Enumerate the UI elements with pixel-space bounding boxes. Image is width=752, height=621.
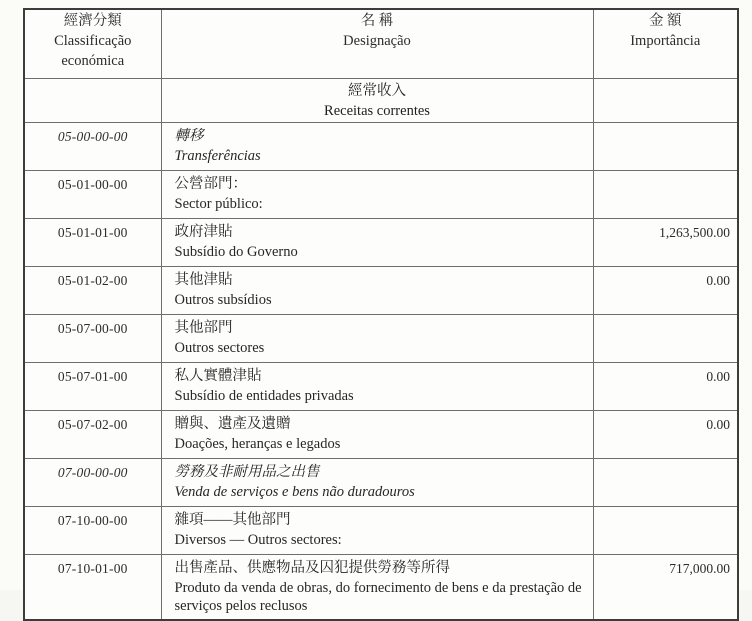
designation-pt: Subsídio de entidades privadas	[174, 387, 354, 404]
amount-cell: 1,263,500.00	[593, 219, 738, 267]
classification-code: 05-00-00-00	[24, 123, 161, 171]
designation-cell	[161, 267, 593, 315]
designation-zh: 勞務及非耐用品之出售	[174, 464, 320, 480]
table-row	[24, 267, 738, 315]
header-amount	[593, 9, 738, 79]
header-designation-pt: Designação	[343, 33, 411, 49]
designation-zh: 其他津貼	[174, 272, 233, 288]
section-empty-right	[593, 79, 738, 123]
designation-cell	[161, 171, 593, 219]
amount-cell	[593, 171, 738, 219]
classification-code: 05-07-00-00	[24, 315, 161, 363]
amount-cell	[593, 459, 738, 507]
table-row	[24, 411, 738, 459]
header-designation-zh: 名 稱	[360, 13, 394, 29]
designation-pt: Doações, heranças e legados	[174, 435, 341, 452]
header-amount-pt: Importância	[630, 33, 701, 49]
designation-cell	[161, 315, 593, 363]
header-classification	[24, 9, 161, 79]
section-empty-left	[24, 79, 161, 123]
designation-zh: 公營部門：	[174, 176, 247, 192]
classification-code: 07-10-01-00	[24, 555, 161, 620]
amount-cell: 717,000.00	[593, 555, 738, 620]
designation-cell	[161, 459, 593, 507]
designation-zh: 其他部門	[174, 320, 233, 336]
budget-table	[23, 8, 739, 621]
designation-pt: Diversos — Outros sectores:	[174, 531, 342, 548]
table-row	[24, 171, 738, 219]
section-row	[24, 79, 738, 123]
classification-code: 07-00-00-00	[24, 459, 161, 507]
designation-zh: 轉移	[174, 128, 204, 144]
classification-code: 05-07-02-00	[24, 411, 161, 459]
section-title-zh: 經常收入	[348, 83, 406, 99]
designation-pt: Produto da venda de obras, do fornecimento de bens e da prestação de serviços pelos reclusos	[174, 579, 582, 614]
amount-cell	[593, 315, 738, 363]
classification-code: 07-10-00-00	[24, 507, 161, 555]
designation-cell	[161, 219, 593, 267]
designation-pt: Sector público:	[174, 195, 263, 212]
header-designation	[161, 9, 593, 79]
designation-zh: 政府津貼	[174, 224, 233, 240]
designation-zh: 雜項——其他部門	[174, 512, 291, 528]
designation-cell	[161, 123, 593, 171]
header-classification-pt-line1: Classificação	[54, 33, 132, 49]
designation-zh: 贈與、遺產及遺贈	[174, 416, 291, 432]
amount-cell: 0.00	[593, 267, 738, 315]
designation-zh: 出售產品、供應物品及囚犯提供勞務等所得	[174, 560, 450, 576]
table-row	[24, 123, 738, 171]
classification-code: 05-01-02-00	[24, 267, 161, 315]
table-row	[24, 555, 738, 620]
header-classification-zh: 經濟分類	[63, 13, 122, 29]
designation-pt: Venda de serviços e bens não duradouros	[174, 483, 415, 500]
amount-cell	[593, 123, 738, 171]
designation-pt: Outros subsídios	[174, 291, 272, 308]
table-header-row	[24, 9, 738, 79]
table-row	[24, 315, 738, 363]
designation-cell	[161, 507, 593, 555]
designation-cell	[161, 555, 593, 620]
designation-pt: Subsídio do Governo	[174, 243, 298, 260]
table-row	[24, 507, 738, 555]
section-title-pt: Receitas correntes	[324, 103, 430, 119]
designation-pt: Transferências	[174, 147, 261, 164]
classification-code: 05-07-01-00	[24, 363, 161, 411]
designation-pt: Outros sectores	[174, 339, 265, 356]
amount-cell	[593, 507, 738, 555]
table-row	[24, 219, 738, 267]
table-row	[24, 459, 738, 507]
header-amount-zh: 金 額	[648, 13, 682, 29]
section-title	[161, 79, 593, 123]
classification-code: 05-01-00-00	[24, 171, 161, 219]
header-classification-pt-line2: económica	[61, 53, 125, 69]
designation-cell	[161, 411, 593, 459]
classification-code: 05-01-01-00	[24, 219, 161, 267]
amount-cell: 0.00	[593, 363, 738, 411]
table-row	[24, 363, 738, 411]
designation-zh: 私人實體津貼	[174, 368, 262, 384]
amount-cell: 0.00	[593, 411, 738, 459]
designation-cell	[161, 363, 593, 411]
